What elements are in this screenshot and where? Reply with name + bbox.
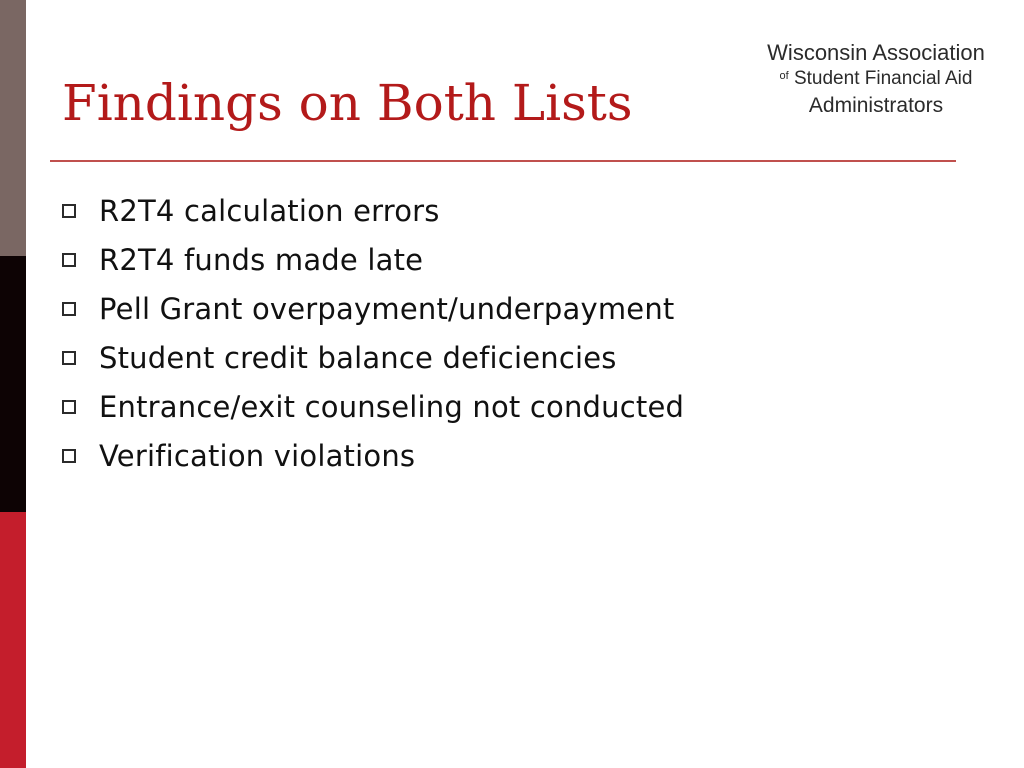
bullet-text: R2T4 funds made late [99, 242, 424, 277]
slide-title: Findings on Both Lists [62, 74, 633, 132]
bullet-item [62, 235, 684, 284]
sidebar-top-segment [0, 0, 26, 256]
logo-line-1: Wisconsin Association [767, 40, 985, 65]
square-bullet-icon [62, 351, 76, 365]
bullet-item [62, 333, 684, 382]
sidebar-middle-segment [0, 256, 26, 512]
bullet-list [62, 186, 684, 480]
title-divider [50, 160, 956, 162]
square-bullet-icon [62, 449, 76, 463]
bullet-text: Verification violations [99, 438, 416, 473]
square-bullet-icon [62, 253, 76, 267]
logo-line-3: Administrators [808, 94, 944, 118]
square-bullet-icon [62, 204, 76, 218]
bullet-text: Pell Grant overpayment/underpayment [99, 291, 675, 326]
logo-line-2 [740, 68, 1012, 91]
sidebar-bottom-segment [0, 512, 26, 768]
square-bullet-icon [62, 302, 76, 316]
logo-line-2-text: Student Financial Aid [793, 68, 973, 90]
organization-logo [740, 40, 1012, 118]
square-bullet-icon [62, 400, 76, 414]
bullet-item [62, 431, 684, 480]
bullet-text: Student credit balance deficiencies [99, 340, 617, 375]
bullet-text: R2T4 calculation errors [99, 193, 440, 228]
bullet-text: Entrance/exit counseling not conducted [99, 389, 685, 424]
bullet-item [62, 382, 684, 431]
bullet-item [62, 186, 684, 235]
logo-line-2-prefix: of [779, 70, 789, 83]
bullet-item [62, 284, 684, 333]
